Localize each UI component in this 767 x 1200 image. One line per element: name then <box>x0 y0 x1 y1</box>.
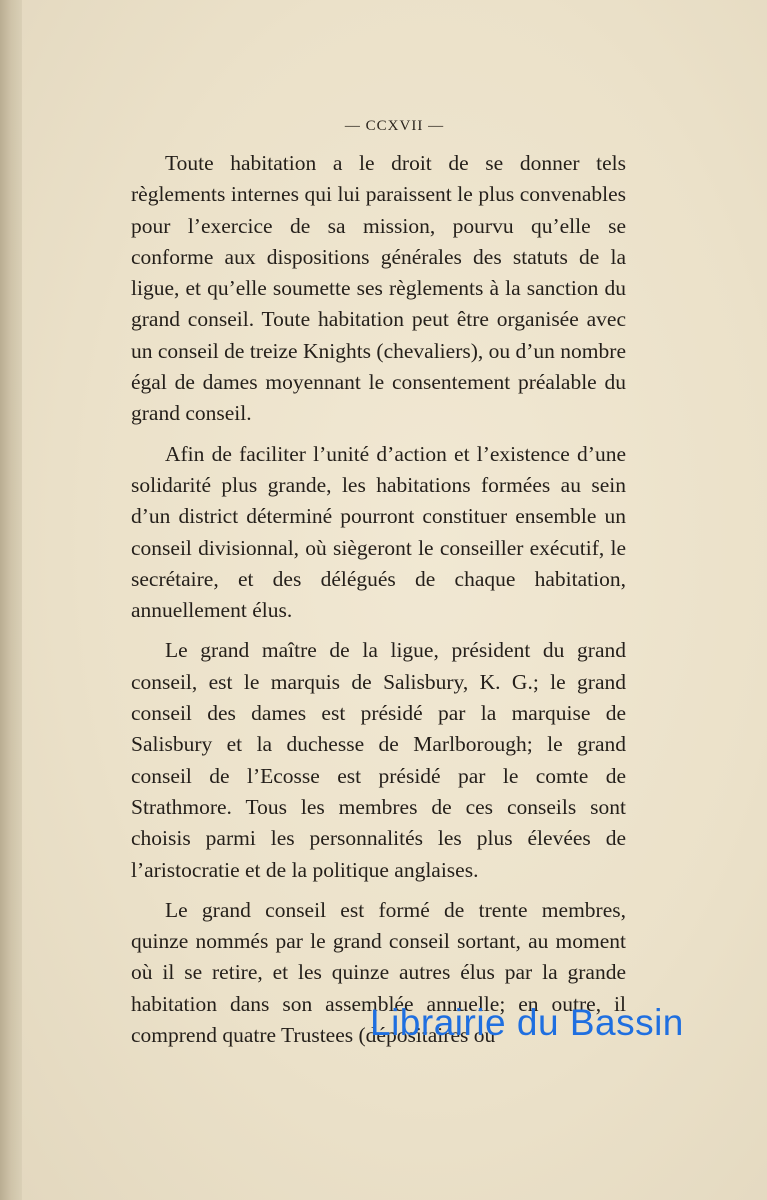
bookseller-watermark: Librairie du Bassin <box>370 1002 684 1043</box>
paragraph-3: Le grand maître de la ligue, président du grand conseil, est le marquis de Salisbury, K. G.; le grand conseil des dames est présidé par la marquise de Salisbury et la duchesse de Marlborough; le grand conseil de l’Ecosse est présidé par le comte de Strathmore. Tous les membres de ces conseils sont choisis parmi les personnalités les plus élevées de l’aristocratie et de la politique anglaises. <box>131 638 626 882</box>
page-number-header: — CCXVII — <box>344 118 445 134</box>
paragraph-4: Le grand conseil est formé de trente membres, quinze nommés par le grand conseil sortant, au moment où il se retire, et les quinze autres élus par la grande habitation dans son assemblée annuelle; en outre, il comprend quatre Trustees (dépositaires ou <box>131 897 626 1048</box>
paragraph-2: Afin de faciliter l’unité d’action et l’existence d’une solidarité plus grande, les habitations formées au sein d’un district déterminé pourront constituer ensemble un conseil divisionnal, où siègeront le conseiller exécutif, le secrétaire, et des délégués de chaque habitation, annuellement élus. <box>131 441 626 623</box>
paragraph-1: Toute habitation a le droit de se donner tels règlements internes qui lui paraissent le plus convenables pour l’exercice de sa mission, pourvu qu’elle se conforme aux dispositions générales des statuts de la ligue, et qu’elle soumette ses règlements à la sanction du grand conseil. Toute habitation peut être organisée avec un conseil de treize Knights (chevaliers), ou d’un nombre égal de dames moyennant le consentement préalable du grand conseil. <box>131 151 626 426</box>
body-text <box>131 148 626 1060</box>
